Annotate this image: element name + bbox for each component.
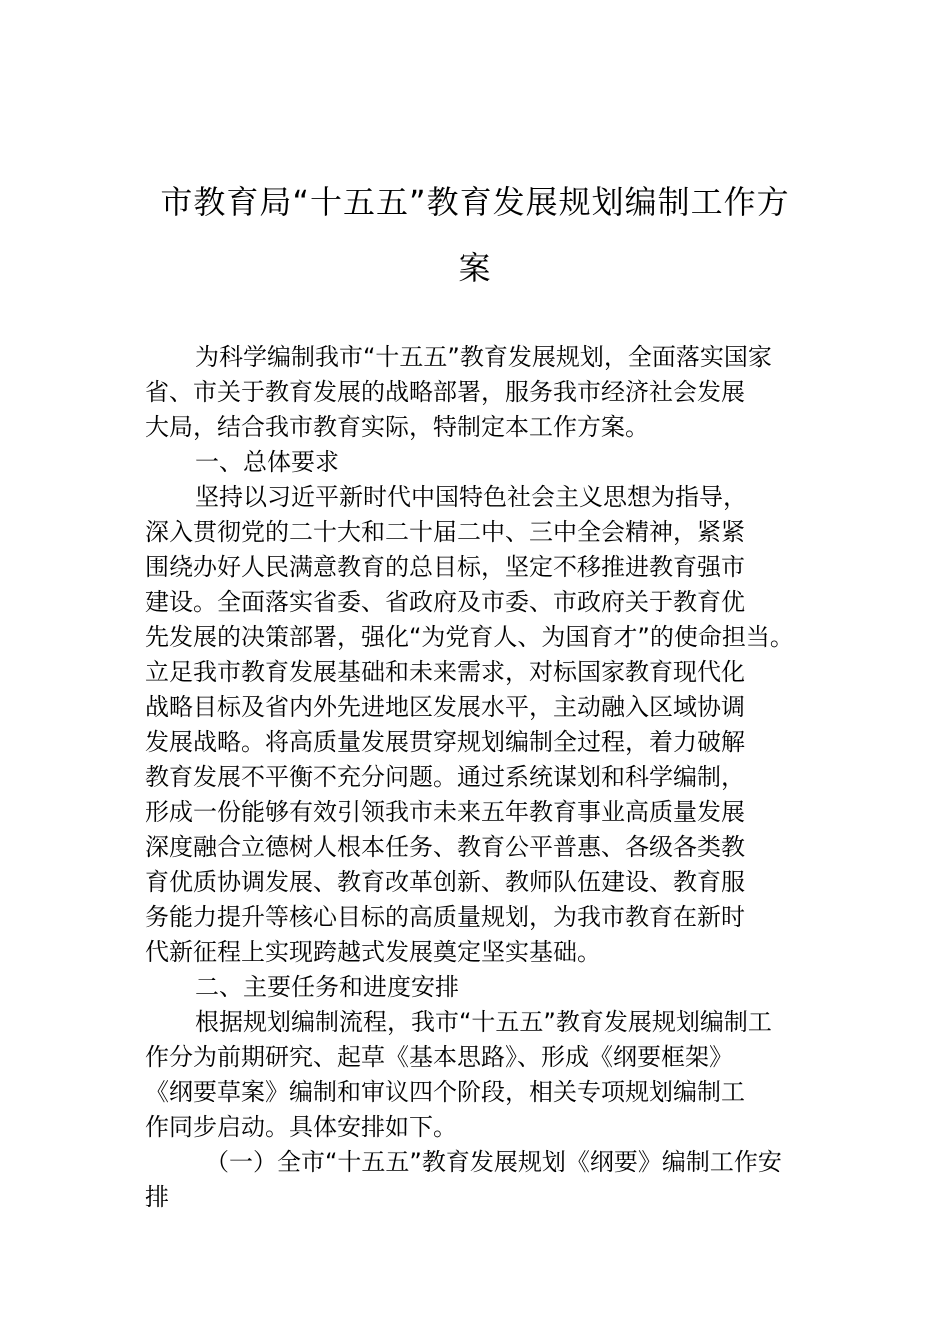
requirements-paragraph-line: 围绕办好人民满意教育的总目标，坚定不移推进教育强市	[145, 553, 745, 581]
section-heading-general-requirements: 一、总体要求	[195, 448, 339, 476]
requirements-paragraph-line: 战略目标及省内外先进地区发展水平，主动融入区域协调	[145, 693, 745, 721]
requirements-paragraph-line: 形成一份能够有效引领我市未来五年教育事业高质量发展	[145, 798, 745, 826]
requirements-paragraph-line: 发展战略。将高质量发展贯穿规划编制全过程，着力破解	[145, 728, 745, 756]
requirements-paragraph-line: 坚持以习近平新时代中国特色社会主义思想为指导，	[195, 483, 747, 511]
requirements-paragraph-line: 建设。全面落实省委、省政府及市委、市政府关于教育优	[145, 588, 745, 616]
requirements-paragraph-line: 深度融合立德树人根本任务、教育公平普惠、各级各类教	[145, 833, 745, 861]
tasks-paragraph-line: 作同步启动。具体安排如下。	[145, 1113, 457, 1141]
subsection-heading-outline-arrangement: （一）全市“十五五”教育发展规划《纲要》编制工作安	[205, 1148, 782, 1176]
intro-paragraph-line: 省、市关于教育发展的战略部署，服务我市经济社会发展	[145, 378, 745, 406]
requirements-paragraph-line: 教育发展不平衡不充分问题。通过系统谋划和科学编制，	[145, 763, 745, 791]
intro-paragraph-line: 大局，结合我市教育实际，特制定本工作方案。	[145, 413, 649, 441]
requirements-paragraph-line: 立足我市教育发展基础和未来需求，对标国家教育现代化	[145, 658, 745, 686]
requirements-paragraph-line: 育优质协调发展、教育改革创新、教师队伍建设、教育服	[145, 868, 745, 896]
requirements-paragraph-line: 深入贯彻党的二十大和二十届二中、三中全会精神，紧紧	[145, 518, 745, 546]
document-title-line-1: 市教育局“十五五”教育发展规划编制工作方	[160, 183, 790, 221]
requirements-paragraph-line: 务能力提升等核心目标的高质量规划，为我市教育在新时	[145, 903, 745, 931]
section-heading-main-tasks: 二、主要任务和进度安排	[195, 973, 459, 1001]
requirements-paragraph-line: 先发展的决策部署，强化“为党育人、为国育才”的使命担当。	[145, 623, 794, 651]
document-body	[145, 340, 815, 1215]
tasks-paragraph-line: 作分为前期研究、起草《基本思路》、形成《纲要框架》	[145, 1043, 733, 1071]
intro-paragraph-line: 为科学编制我市“十五五”教育发展规划，全面落实国家	[195, 343, 772, 371]
subsection-heading-outline-arrangement: 排	[145, 1183, 169, 1211]
tasks-paragraph-line: 根据规划编制流程，我市“十五五”教育发展规划编制工	[195, 1008, 772, 1036]
tasks-paragraph-line: 《纲要草案》编制和审议四个阶段，相关专项规划编制工	[145, 1078, 745, 1106]
document-title-line-2: 案	[458, 249, 492, 287]
requirements-paragraph-line: 代新征程上实现跨越式发展奠定坚实基础。	[145, 938, 601, 966]
